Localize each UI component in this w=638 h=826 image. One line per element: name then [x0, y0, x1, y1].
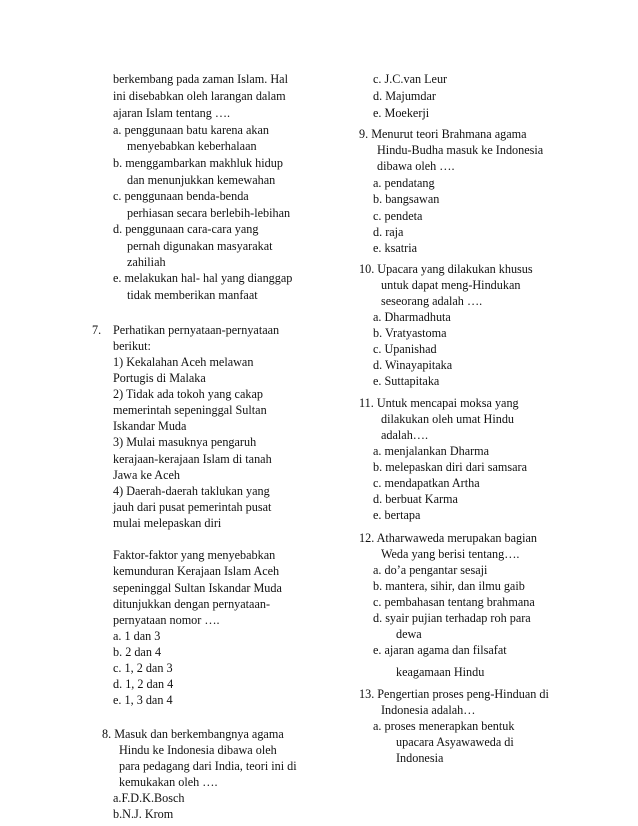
option-line: d. 1, 2 dan 4: [113, 677, 174, 691]
text-line: jauh dari pusat pemerintah pusat: [113, 500, 272, 514]
text-line: Hindu ke Indonesia dibawa oleh: [119, 743, 277, 757]
option-line: a. pendatang: [373, 176, 435, 190]
question-text: 12. Atharwaweda merupakan bagian: [359, 531, 538, 545]
text-line: 2) Tidak ada tokoh yang cakap: [113, 387, 263, 401]
option-line: d. Winayapitaka: [373, 358, 453, 372]
text-line: Jawa ke Aceh: [113, 468, 181, 482]
option-line: d. Majumdar: [373, 89, 436, 103]
option-line: e. 1, 3 dan 4: [113, 693, 173, 707]
text-line: ditunjukkan dengan pernyataan-: [113, 597, 271, 611]
text-line: dibawa oleh ….: [377, 159, 455, 173]
option-line: a.F.D.K.Bosch: [113, 791, 185, 805]
option-line: d. penggunaan cara-cara yang: [113, 222, 259, 236]
text-line: Indonesia adalah…: [381, 703, 476, 717]
text-line: zahiliah: [127, 255, 166, 269]
text-line: seseorang adalah ….: [381, 294, 483, 308]
option-line: b.N.J. Krom: [113, 807, 174, 821]
option-line: e. ksatria: [373, 241, 417, 255]
text-line: berkembang pada zaman Islam. Hal: [113, 72, 288, 86]
text-line: pernyataan nomor ….: [113, 613, 220, 627]
question-text: Perhatikan pernyataan-pernyataan: [113, 323, 280, 337]
text-line: untuk dapat meng-Hindukan: [381, 278, 521, 292]
text-line: kemunduran Kerajaan Islam Aceh: [113, 564, 280, 578]
option-line: c. pendeta: [373, 209, 423, 223]
option-line: d. berbuat Karma: [373, 492, 458, 506]
option-line: a. Dharmadhuta: [373, 310, 451, 324]
text-line: adalah….: [381, 428, 429, 442]
text-line: 4) Daerah-daerah taklukan yang: [113, 484, 270, 498]
question-text: 8. Masuk dan berkembangnya agama: [102, 727, 284, 741]
text-line: menyebabkan keberhalaan: [127, 139, 257, 153]
option-line: c. J.C.van Leur: [373, 72, 448, 86]
right-column: [319, 0, 638, 826]
text-line: ajaran Islam tentang ….: [113, 106, 231, 120]
option-line: a. penggunaan batu karena akan: [113, 123, 269, 137]
option-line: c. penggunaan benda-benda: [113, 189, 249, 203]
text-line: Iskandar Muda: [113, 419, 187, 433]
question-text: 10. Upacara yang dilakukan khusus: [359, 262, 533, 276]
text-line: keagamaan Hindu: [396, 665, 485, 679]
text-line: kerajaan-kerajaan Islam di tanah: [113, 452, 272, 466]
question-text: 9. Menurut teori Brahmana agama: [359, 127, 527, 141]
text-line: Indonesia: [396, 751, 444, 765]
option-line: c. Upanishad: [373, 342, 437, 356]
question-text: 11. Untuk mencapai moksa yang: [359, 396, 519, 410]
text-line: Faktor-faktor yang menyebabkan: [113, 548, 276, 562]
text-line: Hindu-Budha masuk ke Indonesia: [377, 143, 544, 157]
option-line: b. bangsawan: [373, 192, 440, 206]
text-line: Portugis di Malaka: [113, 371, 206, 385]
option-line: e. melakukan hal- hal yang dianggap: [113, 271, 293, 285]
text-line: dan menunjukkan kemewahan: [127, 173, 276, 187]
question-text: 13. Pengertian proses peng-Hinduan di: [359, 687, 549, 701]
text-line: 1) Kekalahan Aceh melawan: [113, 355, 254, 369]
text-line: kemukakan oleh ….: [119, 775, 218, 789]
text-line: dilakukan oleh umat Hindu: [381, 412, 515, 426]
option-line: d. raja: [373, 225, 404, 239]
text-line: ini disebabkan oleh larangan dalam: [113, 89, 286, 103]
option-line: b. melepaskan diri dari samsara: [373, 460, 527, 474]
option-line: a. do’a pengantar sesaji: [373, 563, 488, 577]
option-line: b. 2 dan 4: [113, 645, 162, 659]
text-line: 3) Mulai masuknya pengaruh: [113, 435, 257, 449]
text-line: pernah digunakan masyarakat: [127, 239, 273, 253]
text-line: tidak memberikan manfaat: [127, 288, 258, 302]
option-line: e. bertapa: [373, 508, 421, 522]
option-line: a. menjalankan Dharma: [373, 444, 490, 458]
text-line: memerintah sepeninggal Sultan: [113, 403, 267, 417]
text-line: dewa: [396, 627, 422, 641]
option-line: c. pembahasan tentang brahmana: [373, 595, 535, 609]
text-line: mulai melepaskan diri: [113, 516, 222, 530]
option-line: a. 1 dan 3: [113, 629, 161, 643]
option-line: a. proses menerapkan bentuk: [373, 719, 515, 733]
option-line: d. syair pujian terhadap roh para: [373, 611, 531, 625]
question-number: 7.: [92, 323, 102, 337]
text-line: Weda yang berisi tentang….: [381, 547, 520, 561]
option-line: e. Moekerji: [373, 106, 430, 120]
text-line: perhiasan secara berlebih-lebihan: [127, 206, 291, 220]
text-line: berikut:: [113, 339, 151, 353]
text-line: upacara Asyawaweda di: [396, 735, 514, 749]
option-line: b. Vratyastoma: [373, 326, 447, 340]
option-line: e. Suttapitaka: [373, 374, 440, 388]
text-line: para pedagang dari India, teori ini di: [119, 759, 297, 773]
option-line: c. 1, 2 dan 3: [113, 661, 173, 675]
option-line: b. menggambarkan makhluk hidup: [113, 156, 283, 170]
text-line: sepeninggal Sultan Iskandar Muda: [113, 581, 282, 595]
option-line: b. mantera, sihir, dan ilmu gaib: [373, 579, 525, 593]
option-line: c. mendapatkan Artha: [373, 476, 480, 490]
option-line: e. ajaran agama dan filsafat: [373, 643, 507, 657]
